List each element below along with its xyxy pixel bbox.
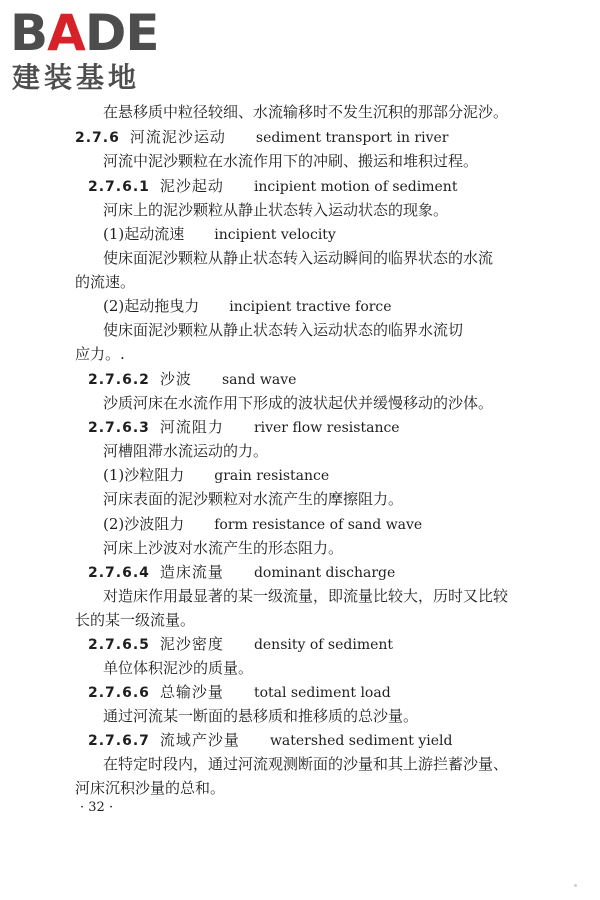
logo-wordmark: [10, 6, 159, 60]
section-heading-2-7-6-1: [88, 176, 457, 197]
section-number: 2.7.6.6: [88, 685, 150, 701]
section-term: 河流泥沙运动: [129, 128, 226, 146]
section-term-en: watershed sediment yield: [269, 733, 453, 749]
definition-text-continued: 长的某一级流量。: [75, 611, 196, 629]
subitem-heading: [103, 465, 329, 486]
section-number: 2.7.6.1: [88, 179, 150, 195]
definition-text: 沙质河床在水流作用下形成的波状起伏并缓慢移动的沙体。: [103, 394, 494, 412]
logo: [10, 6, 180, 96]
section-term: 泥沙密度: [159, 635, 224, 653]
section-term: 流域产沙量: [159, 731, 240, 749]
definition-text: 河床表面的泥沙颗粒对水流产生的摩擦阻力。: [103, 490, 404, 508]
section-number: 2.7.6.4: [88, 565, 150, 581]
section-heading-2-7-6: [75, 127, 448, 148]
section-heading-2-7-6-7: [88, 730, 452, 751]
definition-text: 河床上的泥沙颗粒从静止状态转入运动状态的现象。: [103, 201, 449, 219]
section-number: 2.7.6.2: [88, 372, 150, 388]
section-term: 泥沙起动: [159, 177, 224, 195]
definition-text: 单位体积泥沙的质量。: [103, 659, 254, 677]
definition-text: 对造床作用最显著的某一级流量，即流量比较大，历时又比较: [103, 587, 509, 605]
intro-text: 在悬移质中粒径较细、水流输移时不发生沉积的那部分泥沙。: [103, 103, 509, 121]
definition-text-continued: 河床沉积沙量的总和。: [75, 779, 226, 797]
subitem-term-en: grain resistance: [214, 468, 330, 484]
subitem-heading: [103, 514, 422, 535]
section-number: 2.7.6: [75, 130, 120, 146]
subitem-term-en: incipient tractive force: [229, 299, 392, 315]
section-heading-2-7-6-2: [88, 369, 296, 390]
section-term-en: total sediment load: [253, 685, 391, 701]
section-number: 2.7.6.3: [88, 420, 150, 436]
subitem-heading: [103, 224, 336, 245]
logo-letters-de: DE: [84, 4, 159, 62]
definition-text: 河床上沙波对水流产生的形态阻力。: [103, 539, 344, 557]
section-number: 2.7.6.5: [88, 637, 150, 653]
section-heading-2-7-6-4: [88, 562, 395, 583]
subitem-heading: [103, 296, 392, 317]
definition-text: 在特定时段内，通过河流观测断面的沙量和其上游拦蓄沙量、: [103, 755, 509, 773]
definition-text-continued: 应力。.: [75, 345, 125, 363]
definition-text: 使床面泥沙颗粒从静止状态转入运动状态的临界水流切: [103, 321, 464, 339]
page-number: · 32 ·: [80, 800, 114, 815]
subitem-label: (1)沙粒阻力: [103, 466, 185, 484]
section-term-en: incipient motion of sediment: [253, 179, 458, 195]
subitem-label: (2)沙波阻力: [103, 515, 185, 533]
section-term-en: dominant discharge: [253, 565, 396, 581]
subitem-term-en: form resistance of sand wave: [214, 517, 423, 533]
section-term: 河流阻力: [159, 418, 224, 436]
section-number: 2.7.6.7: [88, 733, 150, 749]
section-heading-2-7-6-5: [88, 634, 393, 655]
definition-text: 河流中泥沙颗粒在水流作用下的冲刷、搬运和堆积过程。: [103, 152, 479, 170]
section-term-en: sand wave: [221, 372, 297, 388]
subitem-label: (1)起动流速: [103, 225, 185, 243]
subitem-term-en: incipient velocity: [214, 227, 336, 243]
section-term: 造床流量: [159, 563, 224, 581]
section-heading-2-7-6-3: [88, 417, 400, 438]
section-term-en: density of sediment: [253, 637, 394, 653]
definition-text: 通过河流某一断面的悬移质和推移质的总沙量。: [103, 707, 419, 725]
logo-letter-b: B: [10, 4, 48, 62]
section-heading-2-7-6-6: [88, 682, 391, 703]
section-term: 沙波: [159, 370, 192, 388]
section-term-en: sediment transport in river: [255, 130, 449, 146]
section-term-en: river flow resistance: [253, 420, 400, 436]
subitem-label: (2)起动拖曳力: [103, 297, 200, 315]
definition-text: 河槽阻滞水流运动的力。: [103, 442, 269, 460]
logo-letter-a: A: [47, 4, 85, 62]
scan-speck: [574, 884, 577, 887]
definition-text: 使床面泥沙颗粒从静止状态转入运动瞬间的临界状态的水流: [103, 249, 494, 267]
definition-text-continued: 的流速。: [75, 273, 136, 291]
section-term: 总输沙量: [159, 683, 224, 701]
logo-subtitle: 建装基地: [12, 61, 141, 94]
